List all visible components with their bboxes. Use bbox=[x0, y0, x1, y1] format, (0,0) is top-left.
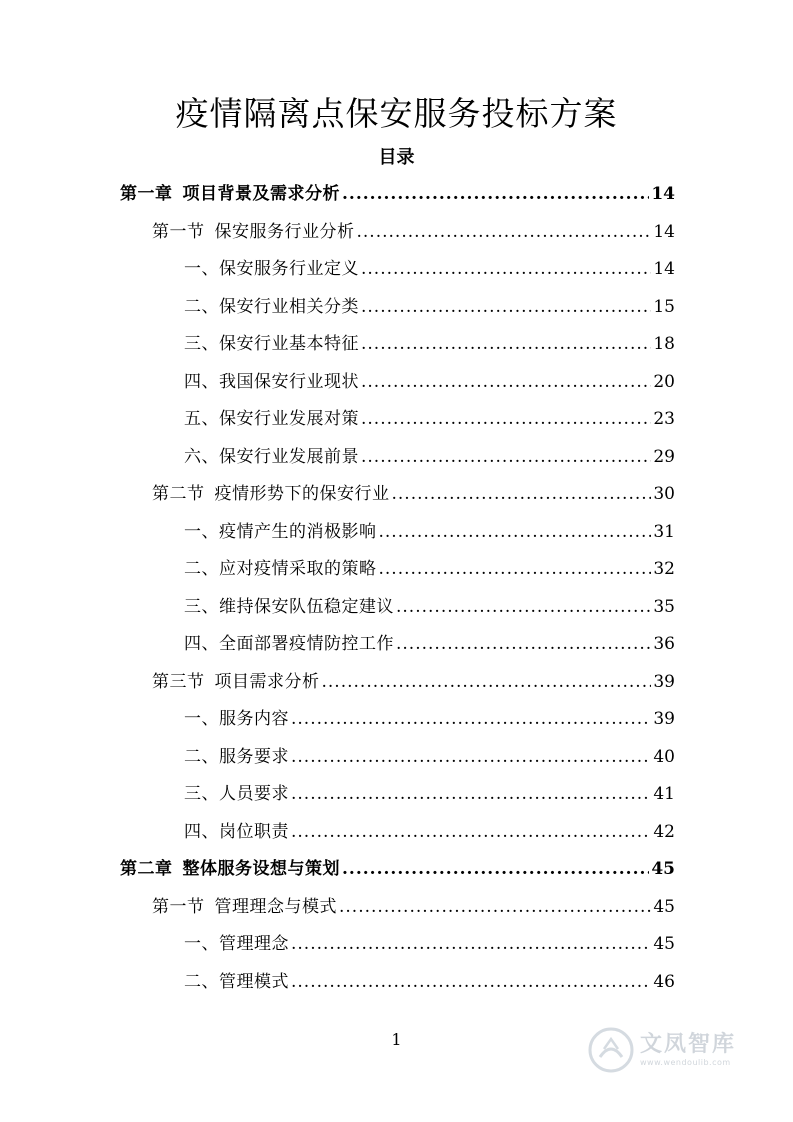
toc-entry[interactable] bbox=[120, 589, 675, 627]
toc-leader-dots bbox=[291, 964, 651, 1002]
toc-leader-dots bbox=[291, 739, 651, 777]
toc-entry-label bbox=[152, 889, 337, 927]
toc-entry-text: 四、岗位职责 bbox=[184, 821, 289, 842]
toc-leader-dots bbox=[361, 439, 651, 477]
toc-entry[interactable] bbox=[120, 176, 675, 214]
toc-entry-text: 三、维持保安队伍稳定建议 bbox=[184, 596, 394, 617]
toc-leader-dots bbox=[361, 364, 651, 402]
toc-leader-dots bbox=[361, 401, 651, 439]
toc-entry-prefix: 第一节 bbox=[152, 896, 205, 917]
toc-entry[interactable] bbox=[120, 326, 675, 364]
toc-entry[interactable] bbox=[120, 476, 675, 514]
toc-leader-dots bbox=[379, 514, 652, 552]
toc-entry-text: 二、管理模式 bbox=[184, 971, 289, 992]
toc-entry-text: 二、应对疫情采取的策略 bbox=[184, 559, 377, 579]
toc-entry-page: 41 bbox=[653, 784, 675, 804]
toc-entry-text: 保安服务行业分析 bbox=[214, 221, 355, 242]
toc-leader-dots bbox=[339, 889, 651, 927]
document-title: 疫情隔离点保安服务投标方案 bbox=[175, 94, 618, 133]
toc-entry-page: 23 bbox=[653, 409, 675, 429]
toc-entry-page: 30 bbox=[653, 484, 675, 504]
toc-entry-text: 一、管理理念 bbox=[184, 934, 289, 954]
toc-entry-text: 二、保安行业相关分类 bbox=[184, 296, 359, 317]
book-logo-icon bbox=[588, 1027, 634, 1073]
watermark-brand: 文凤智库 bbox=[640, 1032, 737, 1057]
toc-entry-label bbox=[184, 401, 359, 439]
toc-entry-page: 32 bbox=[653, 559, 675, 579]
toc-leader-dots bbox=[291, 701, 651, 739]
toc-entry[interactable] bbox=[120, 964, 675, 1002]
toc-leader-dots bbox=[396, 589, 651, 627]
toc-entry-label bbox=[152, 476, 390, 514]
table-of-contents bbox=[120, 176, 675, 1001]
toc-entry[interactable] bbox=[120, 514, 675, 552]
toc-entry-text: 二、服务要求 bbox=[184, 746, 289, 767]
toc-entry-page: 36 bbox=[653, 634, 675, 654]
toc-entry-page: 42 bbox=[653, 821, 675, 842]
toc-entry-page: 46 bbox=[653, 971, 675, 992]
toc-entry-page: 45 bbox=[653, 896, 675, 917]
toc-entry-label bbox=[184, 289, 359, 327]
toc-entry-prefix: 第三节 bbox=[152, 671, 205, 692]
page-number: 1 bbox=[391, 1030, 402, 1049]
toc-entry-label bbox=[184, 326, 359, 364]
toc-entry-page: 20 bbox=[653, 371, 675, 392]
toc-leader-dots bbox=[342, 851, 649, 889]
toc-entry[interactable] bbox=[120, 439, 675, 477]
toc-entry-page: 45 bbox=[651, 859, 675, 879]
toc-entry-label bbox=[184, 964, 289, 1002]
toc-entry[interactable] bbox=[120, 214, 675, 252]
toc-entry-prefix: 第二章 bbox=[120, 859, 173, 879]
toc-leader-dots bbox=[396, 626, 651, 664]
toc-entry-label bbox=[152, 214, 355, 252]
toc-entry-page: 40 bbox=[653, 746, 675, 767]
toc-entry[interactable] bbox=[120, 739, 675, 777]
toc-entry-page: 15 bbox=[653, 296, 675, 317]
toc-entry-text: 管理理念与模式 bbox=[214, 896, 337, 917]
toc-entry[interactable] bbox=[120, 664, 675, 702]
toc-entry-text: 四、我国保安行业现状 bbox=[184, 371, 359, 392]
toc-entry-label bbox=[184, 926, 289, 964]
toc-leader-dots bbox=[392, 476, 652, 514]
toc-leader-dots bbox=[291, 776, 651, 814]
toc-entry-page: 14 bbox=[653, 259, 675, 279]
toc-entry-label bbox=[120, 851, 340, 889]
toc-entry-label bbox=[184, 514, 377, 552]
toc-entry-prefix: 第二节 bbox=[152, 484, 205, 504]
toc-leader-dots bbox=[291, 926, 651, 964]
toc-entry-text: 五、保安行业发展对策 bbox=[184, 409, 359, 429]
toc-entry-text: 一、疫情产生的消极影响 bbox=[184, 521, 377, 542]
toc-entry-page: 29 bbox=[653, 446, 675, 467]
toc-entry-text: 一、保安服务行业定义 bbox=[184, 259, 359, 279]
toc-entry-label bbox=[184, 776, 289, 814]
toc-leader-dots bbox=[361, 251, 651, 289]
toc-entry-label bbox=[152, 664, 320, 702]
watermark bbox=[588, 1022, 768, 1078]
toc-entry-label bbox=[184, 739, 289, 777]
toc-entry-text: 六、保安行业发展前景 bbox=[184, 446, 359, 467]
toc-entry[interactable] bbox=[120, 251, 675, 289]
toc-entry-prefix: 第一节 bbox=[152, 221, 205, 242]
toc-leader-dots bbox=[361, 326, 651, 364]
toc-entry-text: 三、保安行业基本特征 bbox=[184, 334, 359, 354]
toc-entry-page: 39 bbox=[653, 671, 675, 692]
toc-entry-page: 14 bbox=[651, 184, 675, 204]
toc-entry-page: 14 bbox=[653, 221, 675, 242]
toc-entry-label bbox=[184, 701, 289, 739]
toc-entry-text: 疫情形势下的保安行业 bbox=[214, 484, 390, 504]
toc-entry-page: 18 bbox=[653, 334, 675, 354]
toc-heading: 目录 bbox=[378, 147, 415, 168]
toc-leader-dots bbox=[322, 664, 652, 702]
toc-entry-label bbox=[184, 251, 359, 289]
toc-entry-page: 35 bbox=[653, 596, 675, 617]
toc-entry[interactable] bbox=[120, 851, 675, 889]
toc-entry[interactable] bbox=[120, 626, 675, 664]
toc-entry-text: 整体服务设想与策划 bbox=[182, 859, 340, 879]
toc-entry[interactable] bbox=[120, 289, 675, 327]
toc-entry[interactable] bbox=[120, 401, 675, 439]
toc-entry-text: 一、服务内容 bbox=[184, 709, 289, 729]
toc-entry-label bbox=[184, 439, 359, 477]
watermark-url: www.wendoulib.com bbox=[640, 1058, 731, 1067]
toc-entry[interactable] bbox=[120, 364, 675, 402]
toc-entry-text: 四、全面部署疫情防控工作 bbox=[184, 634, 394, 654]
toc-entry[interactable] bbox=[120, 551, 675, 589]
toc-entry-page: 31 bbox=[653, 521, 675, 542]
toc-entry-page: 45 bbox=[653, 934, 675, 954]
toc-leader-dots bbox=[379, 551, 652, 589]
toc-entry-prefix: 第一章 bbox=[120, 184, 173, 204]
toc-entry-text: 项目背景及需求分析 bbox=[182, 184, 340, 204]
toc-entry-page: 39 bbox=[653, 709, 675, 729]
toc-leader-dots bbox=[342, 176, 649, 214]
toc-entry[interactable] bbox=[120, 701, 675, 739]
toc-entry[interactable] bbox=[120, 889, 675, 927]
toc-entry-label bbox=[184, 551, 377, 589]
toc-entry-label bbox=[120, 176, 340, 214]
toc-entry[interactable] bbox=[120, 814, 675, 852]
toc-leader-dots bbox=[357, 214, 652, 252]
toc-entry-label bbox=[184, 589, 394, 627]
toc-entry-label bbox=[184, 364, 359, 402]
toc-entry-label bbox=[184, 626, 394, 664]
toc-leader-dots bbox=[291, 814, 651, 852]
toc-entry-text: 项目需求分析 bbox=[214, 671, 320, 692]
toc-entry[interactable] bbox=[120, 776, 675, 814]
toc-entry-label bbox=[184, 814, 289, 852]
toc-entry[interactable] bbox=[120, 926, 675, 964]
toc-leader-dots bbox=[361, 289, 651, 327]
toc-entry-text: 三、人员要求 bbox=[184, 784, 289, 804]
